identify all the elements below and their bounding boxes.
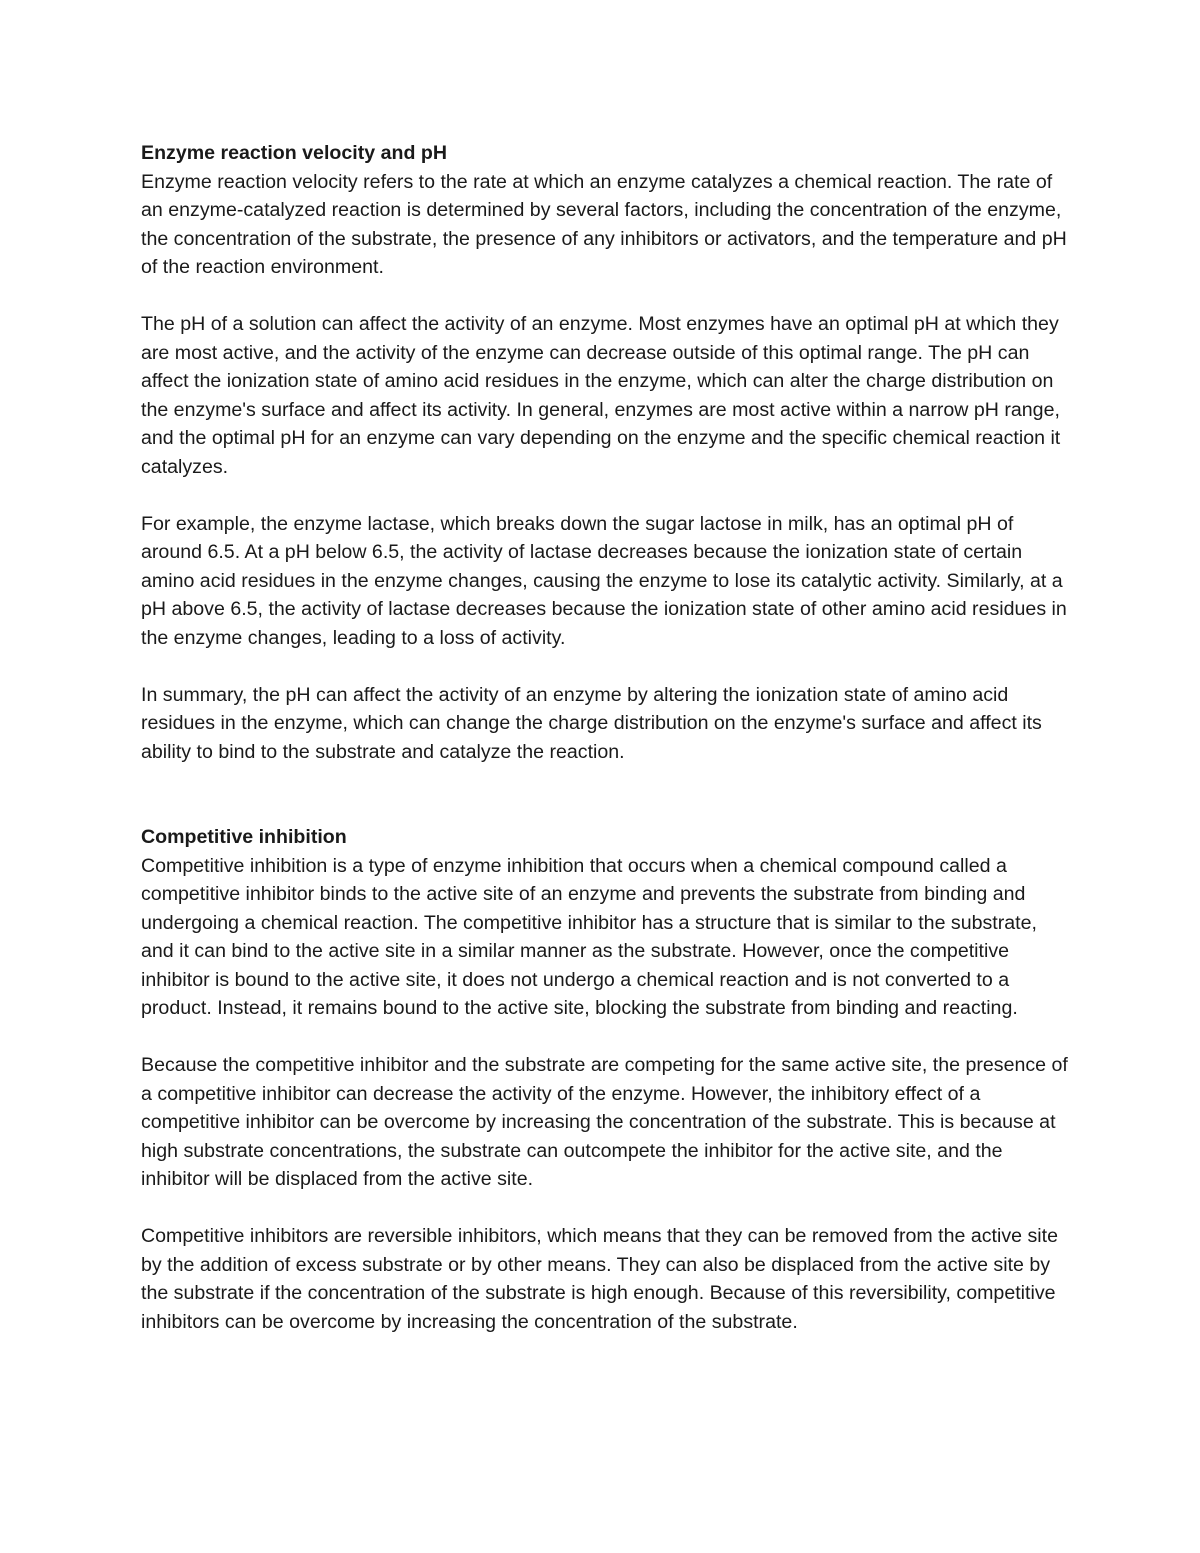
section-heading: Enzyme reaction velocity and pH [141,142,447,164]
paragraph: Because the competitive inhibitor and the substrate are competing for the same active site, the presence of a competitive inhibitor can decrease the activity of the enzyme. However, the inhibitory effect of a competitive inhibitor can be overcome by increasing the concentration of the substrate. This is because at high substrate concentrations, the substrate can outcompete the inhibitor for the active site, and the inhibitor will be displaced from the active site. [141,1054,1068,1190]
paragraph: The pH of a solution can affect the activity of an enzyme. Most enzymes have an optimal pH at which they are most active, and the activity of the enzyme can decrease outside of this optimal range. The pH can affect the ionization state of amino acid residues in the enzyme, which can alter the charge distribution on the enzyme's surface and affect its activity. In general, enzymes are most active within a narrow pH range, and the optimal pH for an enzyme can vary depending on the enzyme and the specific chemical reaction it catalyzes. [141,313,1061,478]
section-enzyme-ph [141,139,1071,766]
section-heading: Competitive inhibition [141,826,347,848]
section-competitive-inhibition [141,823,1071,1336]
paragraph: Competitive inhibition is a type of enzyme inhibition that occurs when a chemical compound called a competitive inhibitor binds to the active site of an enzyme and prevents the substrate from binding and undergoing a chemical reaction. The competitive inhibitor has a structure that is similar to the substrate, and it can bind to the active site in a similar manner as the substrate. However, once the competitive inhibitor is bound to the active site, it does not undergo a chemical reaction and is not converted to a product. Instead, it remains bound to the active site, blocking the substrate from binding and reacting. [141,854,1037,1019]
paragraph: Competitive inhibitors are reversible inhibitors, which means that they can be removed from the active site by the addition of excess substrate or by other means. They can also be displaced from the active site by the substrate if the concentration of the substrate is high enough. Because of this reversibility, competitive inhibitors can be overcome by increasing the concentration of the substrate. [141,1225,1058,1333]
paragraph: For example, the enzyme lactase, which breaks down the sugar lactose in milk, has an optimal pH of around 6.5. At a pH below 6.5, the activity of lactase decreases because the ionization state of certain amino acid residues in the enzyme changes, causing the enzyme to lose its catalytic activity. Similarly, at a pH above 6.5, the activity of lactase decreases because the ionization state of other amino acid residues in the enzyme changes, leading to a loss of activity. [141,512,1067,649]
paragraph: In summary, the pH can affect the activity of an enzyme by altering the ionization state of amino acid residues in the enzyme, which can change the charge distribution on the enzyme's surface and affect its ability to bind to the substrate and catalyze the reaction. [141,683,1042,763]
paragraph: Enzyme reaction velocity refers to the rate at which an enzyme catalyzes a chemical reaction. The rate of an enzyme-catalyzed reaction is determined by several factors, including the concentration of the enzyme, the concentration of the substrate, the presence of any inhibitors or activators, and the temperature and pH of the reaction environment. [141,170,1067,278]
document-page [141,139,1071,1336]
